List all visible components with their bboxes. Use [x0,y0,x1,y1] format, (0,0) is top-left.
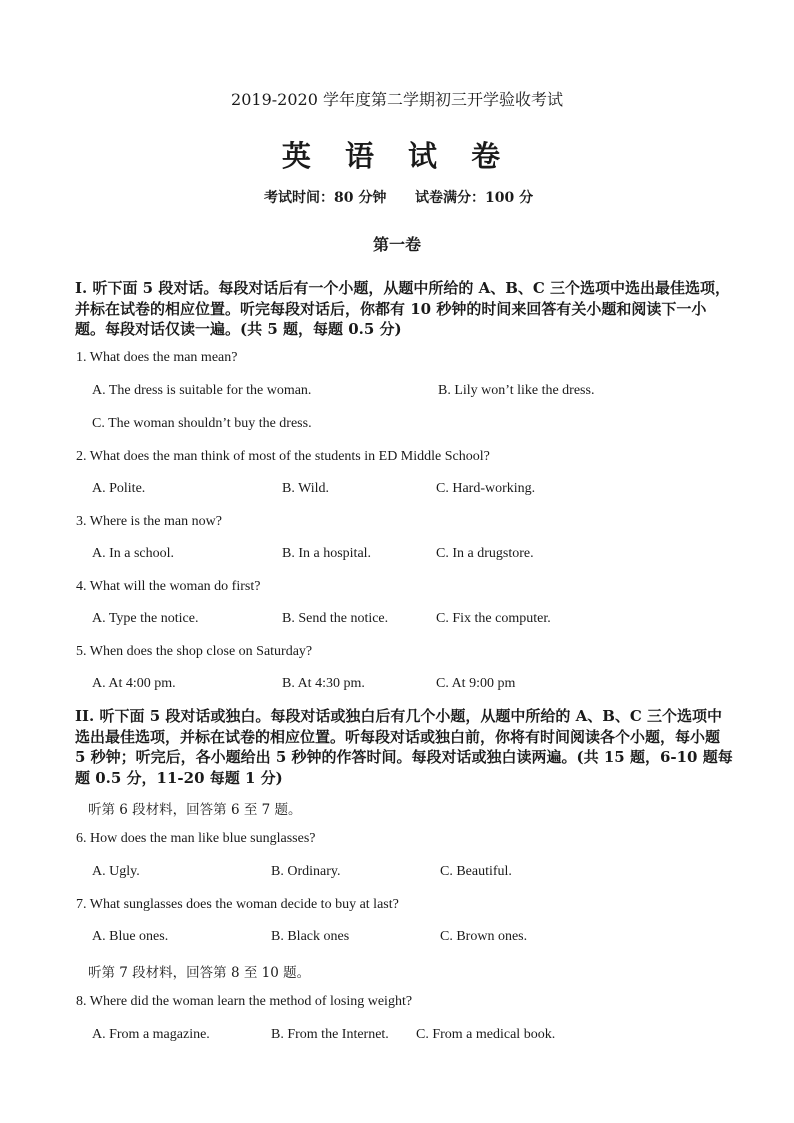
q2-option-a: A. Polite. [92,481,146,496]
question-1: 1. What does the man mean? [76,350,238,365]
page-title: 英 语 试 卷 [281,139,513,173]
q5-option-b: B. At 4:30 pm. [282,676,365,691]
q1-option-b: B. Lily won’t like the dress. [438,383,595,398]
question-3: 3. Where is the man now? [76,514,222,529]
volume-heading: 第一卷 [372,235,421,254]
q4-option-b: B. Send the notice. [282,611,389,626]
q2-option-c: C. Hard-working. [436,481,536,496]
q6-option-a: A. Ugly. [92,864,140,879]
exam-name: 2019-2020 学年度第二学期初三开学验收考试 [231,90,563,109]
q3-option-c: C. In a drugstore. [436,546,534,561]
q8-option-b: B. From the Internet. [271,1027,389,1042]
q4-option-c: C. Fix the computer. [436,611,551,626]
q7-option-c: C. Brown ones. [440,929,528,944]
exam-time: 考试时间：80 分钟 [264,190,387,206]
q6-option-c: C. Beautiful. [440,864,512,879]
q8-option-a: A. From a magazine. [92,1027,210,1042]
q7-option-a: A. Blue ones. [92,929,169,944]
q8-option-c: C. From a medical book. [416,1027,556,1042]
q4-option-a: A. Type the notice. [92,611,199,626]
question-8: 8. Where did the woman learn the method of losing weight? [76,994,413,1009]
question-6: 6. How does the man like blue sunglasses? [76,831,316,846]
question-5: 5. When does the shop close on Saturday? [76,644,313,659]
full-score: 试卷满分：100 分 [415,190,534,206]
question-2: 2. What does the man think of most of the students in ED Middle School? [76,449,490,464]
section1-instructions: I. 听下面 5 段对话。每段对话后有一个小题，从题中所给的 A、B、C 三个选项中选出最佳选项，并标在试卷的相应位置。听完每段对话后，你都有 10 秒钟的时间来回答有关小题和阅读下一小题。每段对话仅读一遍。(共 5 题，每题 0.5 分) [75,279,731,338]
material-note-7: 听第 7 段材料，回答第 8 至 10 题。 [88,965,311,981]
question-7: 7. What sunglasses does the woman decide to buy at last? [76,897,399,912]
q1-option-a: A. The dress is suitable for the woman. [92,383,312,398]
question-4: 4. What will the woman do first? [76,579,261,594]
q6-option-b: B. Ordinary. [271,864,341,879]
q5-option-c: C. At 9:00 pm [436,676,516,691]
q1-option-c: C. The woman shouldn’t buy the dress. [92,416,312,431]
q3-option-b: B. In a hospital. [282,546,372,561]
material-note-6: 听第 6 段材料，回答第 6 至 7 题。 [88,802,302,818]
q2-option-b: B. Wild. [282,481,330,496]
section2-instructions: II. 听下面 5 段对话或独白。每段对话或独白后有几个小题，从题中所给的 A、B、C 三个选项中选出最佳选项，并标在试卷的相应位置。听每段对话或独白前，你将有时间阅读各个小题，每小题 5 秒钟；听完后，各小题给出 5 秒钟的作答时间。每段对话或独白读两遍。(共 15 题，6-10 题每题 0.5 分，11-20 每题 1 分) [75,707,733,787]
q5-option-a: A. At 4:00 pm. [92,676,176,691]
q3-option-a: A. In a school. [92,546,175,561]
q7-option-b: B. Black ones [271,929,350,944]
